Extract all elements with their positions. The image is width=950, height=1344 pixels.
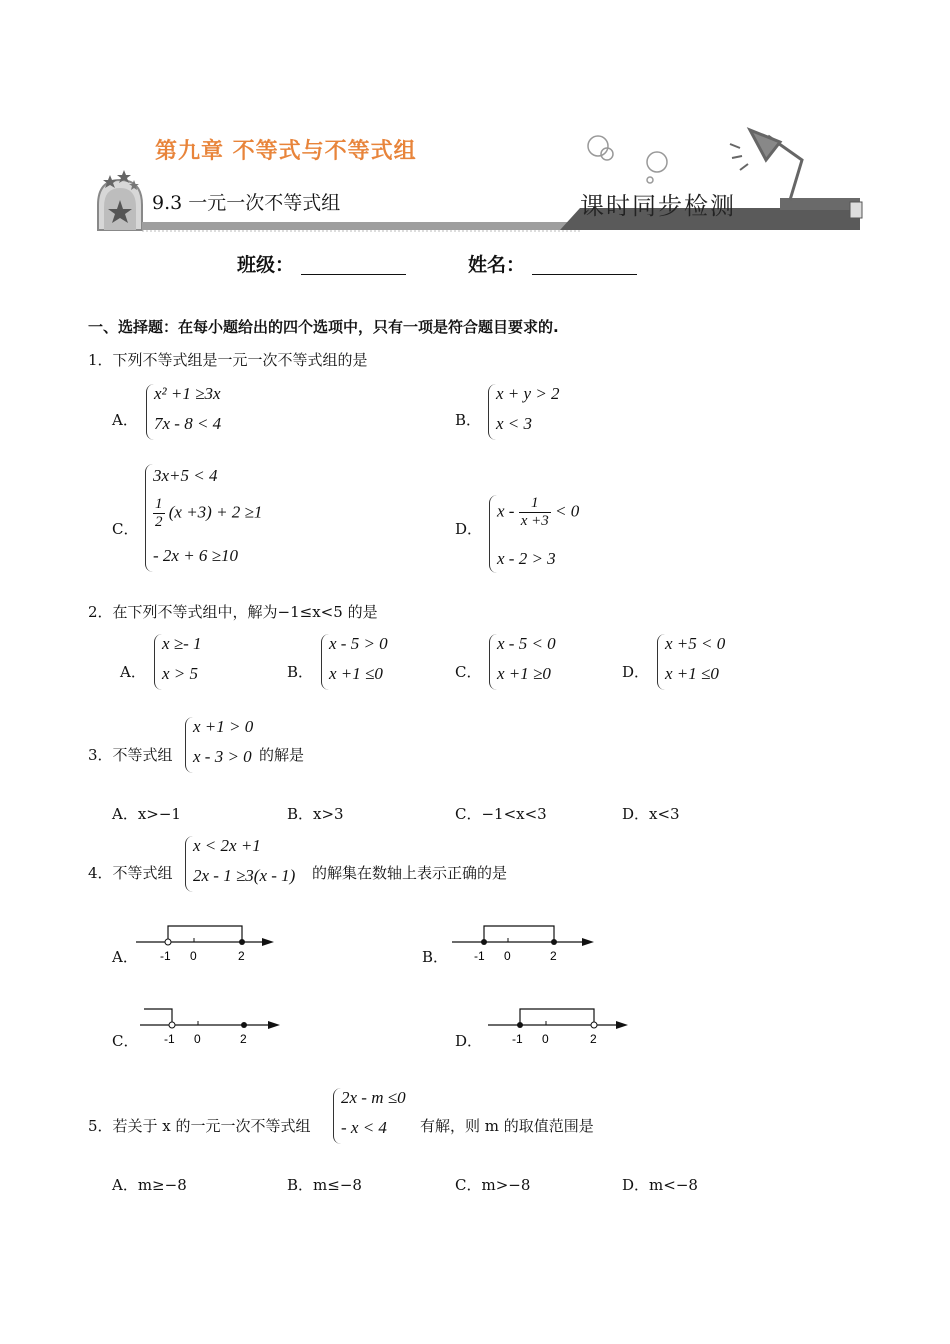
q2-option-c-label[interactable]: C． (455, 663, 482, 681)
q2-d-line2: x +1 ≤0 (665, 664, 719, 683)
q5-stem-pre: 5．若关于 x 的一元一次不等式组 (88, 1117, 311, 1135)
q2-option-d-label[interactable]: D． (622, 663, 650, 681)
b-tick-m1: -1 (474, 949, 485, 963)
class-label: 班级： (237, 254, 295, 276)
q1-option-c-system (145, 464, 286, 572)
q3-stem-pre: 3．不等式组 (88, 746, 173, 764)
q5-line1: 2x - m ≤0 (341, 1088, 406, 1107)
d-tick-0: 0 (542, 1032, 549, 1046)
q5-option-b[interactable]: B．m≤−8 (287, 1176, 362, 1194)
q3-option-d[interactable]: D．x<3 (622, 805, 680, 823)
q2-option-d-system (657, 634, 748, 690)
q5-line2: - x < 4 (341, 1118, 387, 1137)
q4-stem-post: 的解集在数轴上表示正确的是 (312, 864, 508, 882)
a-tick-m1: -1 (160, 949, 171, 963)
q3-option-c[interactable]: C．−1<x<3 (455, 805, 547, 823)
d-tick-m1: -1 (512, 1032, 523, 1046)
q3-system (185, 717, 258, 773)
q1-c-line2 (153, 496, 262, 531)
q4-option-a-numberline (136, 920, 286, 970)
q3-option-a[interactable]: A．x>−1 (112, 805, 181, 823)
q4-line2: 2x - 1 ≥3(x - 1) (193, 866, 296, 885)
q2-option-a-label[interactable]: A． (120, 663, 146, 681)
header-banner (90, 110, 870, 240)
q2-stem: 2．在下列不等式组中，解为−1≤x<5 的是 (88, 603, 378, 621)
q1-d-pre: x - (497, 501, 515, 521)
bubbles-icon (588, 136, 667, 183)
b-tick-2: 2 (550, 949, 557, 963)
q5-option-d[interactable]: D．m<−8 (622, 1176, 698, 1194)
class-field (237, 250, 406, 277)
star-medal-icon (98, 170, 142, 230)
q2-b-line2: x +1 ≤0 (329, 664, 383, 683)
c-tick-m1: -1 (164, 1032, 175, 1046)
q4-option-c-numberline (140, 1003, 290, 1053)
q4-option-d-numberline (488, 1003, 638, 1053)
q1-a-line2: 7x - 8 < 4 (154, 414, 222, 433)
q1-c-line1: 3x+5 < 4 (153, 466, 218, 485)
banner-strip (142, 222, 582, 230)
q4-option-c-label[interactable]: C． (112, 1032, 139, 1050)
q2-b-line1: x - 5 > 0 (329, 634, 388, 653)
q1-c-frac-den: 2 (155, 514, 163, 530)
a-tick-2: 2 (238, 949, 245, 963)
q1-d-post: < 0 (555, 501, 580, 521)
q1-d-frac-den: x +3 (520, 513, 549, 529)
q1-option-b-label[interactable]: B． (455, 411, 482, 429)
q2-option-c-system (489, 634, 580, 690)
desk-lamp-icon (730, 130, 802, 200)
q3-line2: x - 3 > 0 (193, 747, 252, 766)
q5-system (333, 1088, 420, 1144)
q1-option-d-system (489, 495, 610, 573)
q4-stem-pre: 4．不等式组 (88, 864, 173, 882)
q1-a-line1: x² +1 ≥3x (154, 384, 221, 403)
q3-line1: x +1 > 0 (193, 717, 254, 736)
class-blank[interactable] (301, 254, 406, 275)
q5-stem-post: 有解，则 m 的取值范围是 (420, 1117, 594, 1135)
q1-d-line1 (497, 495, 579, 530)
q1-b-line2: x < 3 (496, 414, 533, 433)
name-field (468, 250, 637, 277)
q1-option-d-label[interactable]: D． (455, 520, 483, 538)
name-label: 姓名： (468, 254, 526, 276)
q2-a-line1: x ≥- 1 (162, 634, 202, 653)
part1-heading: 一、选择题：在每小题给出的四个选项中，只有一项是符合题目要求的. (88, 318, 559, 336)
q5-option-c[interactable]: C．m>−8 (455, 1176, 531, 1194)
q1-option-c-label[interactable]: C． (112, 520, 139, 538)
chapter-title: 第九章 不等式与不等式组 (155, 139, 417, 164)
q1-d-line2: x - 2 > 3 (497, 549, 556, 568)
c-tick-2: 2 (240, 1032, 247, 1046)
q1-c-fraction (153, 496, 165, 531)
b-tick-0: 0 (504, 949, 511, 963)
q2-option-b-label[interactable]: B． (287, 663, 314, 681)
q4-option-b-numberline (452, 920, 602, 970)
q4-line1: x < 2x +1 (193, 836, 261, 855)
q2-c-line1: x - 5 < 0 (497, 634, 556, 653)
q1-c-frac-num: 1 (155, 496, 163, 512)
q4-option-b-label[interactable]: B． (422, 948, 449, 966)
a-tick-0: 0 (190, 949, 197, 963)
q4-option-d-label[interactable]: D． (455, 1032, 483, 1050)
section-title: 9.3 一元一次不等式组 (152, 192, 341, 214)
q1-option-a-system (146, 384, 257, 440)
q1-b-line1: x + y > 2 (496, 384, 560, 403)
q1-c-line3: - 2x + 6 ≥10 (153, 546, 239, 565)
q2-option-a-system (154, 634, 235, 690)
q1-d-fraction (519, 495, 551, 530)
q1-option-a-label[interactable]: A． (112, 411, 138, 429)
q2-option-b-system (321, 634, 412, 690)
q2-c-line2: x +1 ≥0 (497, 664, 551, 683)
d-tick-2: 2 (590, 1032, 597, 1046)
q1-d-frac-num: 1 (519, 495, 551, 513)
q2-a-line2: x > 5 (162, 664, 199, 683)
name-blank[interactable] (532, 254, 637, 275)
q1-option-b-system (488, 384, 579, 440)
c-tick-0: 0 (194, 1032, 201, 1046)
q1-c-line2-rest: (x +3) + 2 ≥1 (168, 502, 263, 522)
q4-option-a-label[interactable]: A． (112, 948, 138, 966)
q4-system (185, 836, 312, 892)
q3-option-b[interactable]: B．x>3 (287, 805, 344, 823)
q3-stem-post: 的解是 (259, 746, 305, 764)
slogan: 课时同步检测 (580, 192, 736, 220)
q1-stem: 1．下列不等式组是一元一次不等式组的是 (88, 351, 368, 369)
q5-option-a[interactable]: A．m≥−8 (112, 1176, 187, 1194)
q2-d-line1: x +5 < 0 (665, 634, 726, 653)
